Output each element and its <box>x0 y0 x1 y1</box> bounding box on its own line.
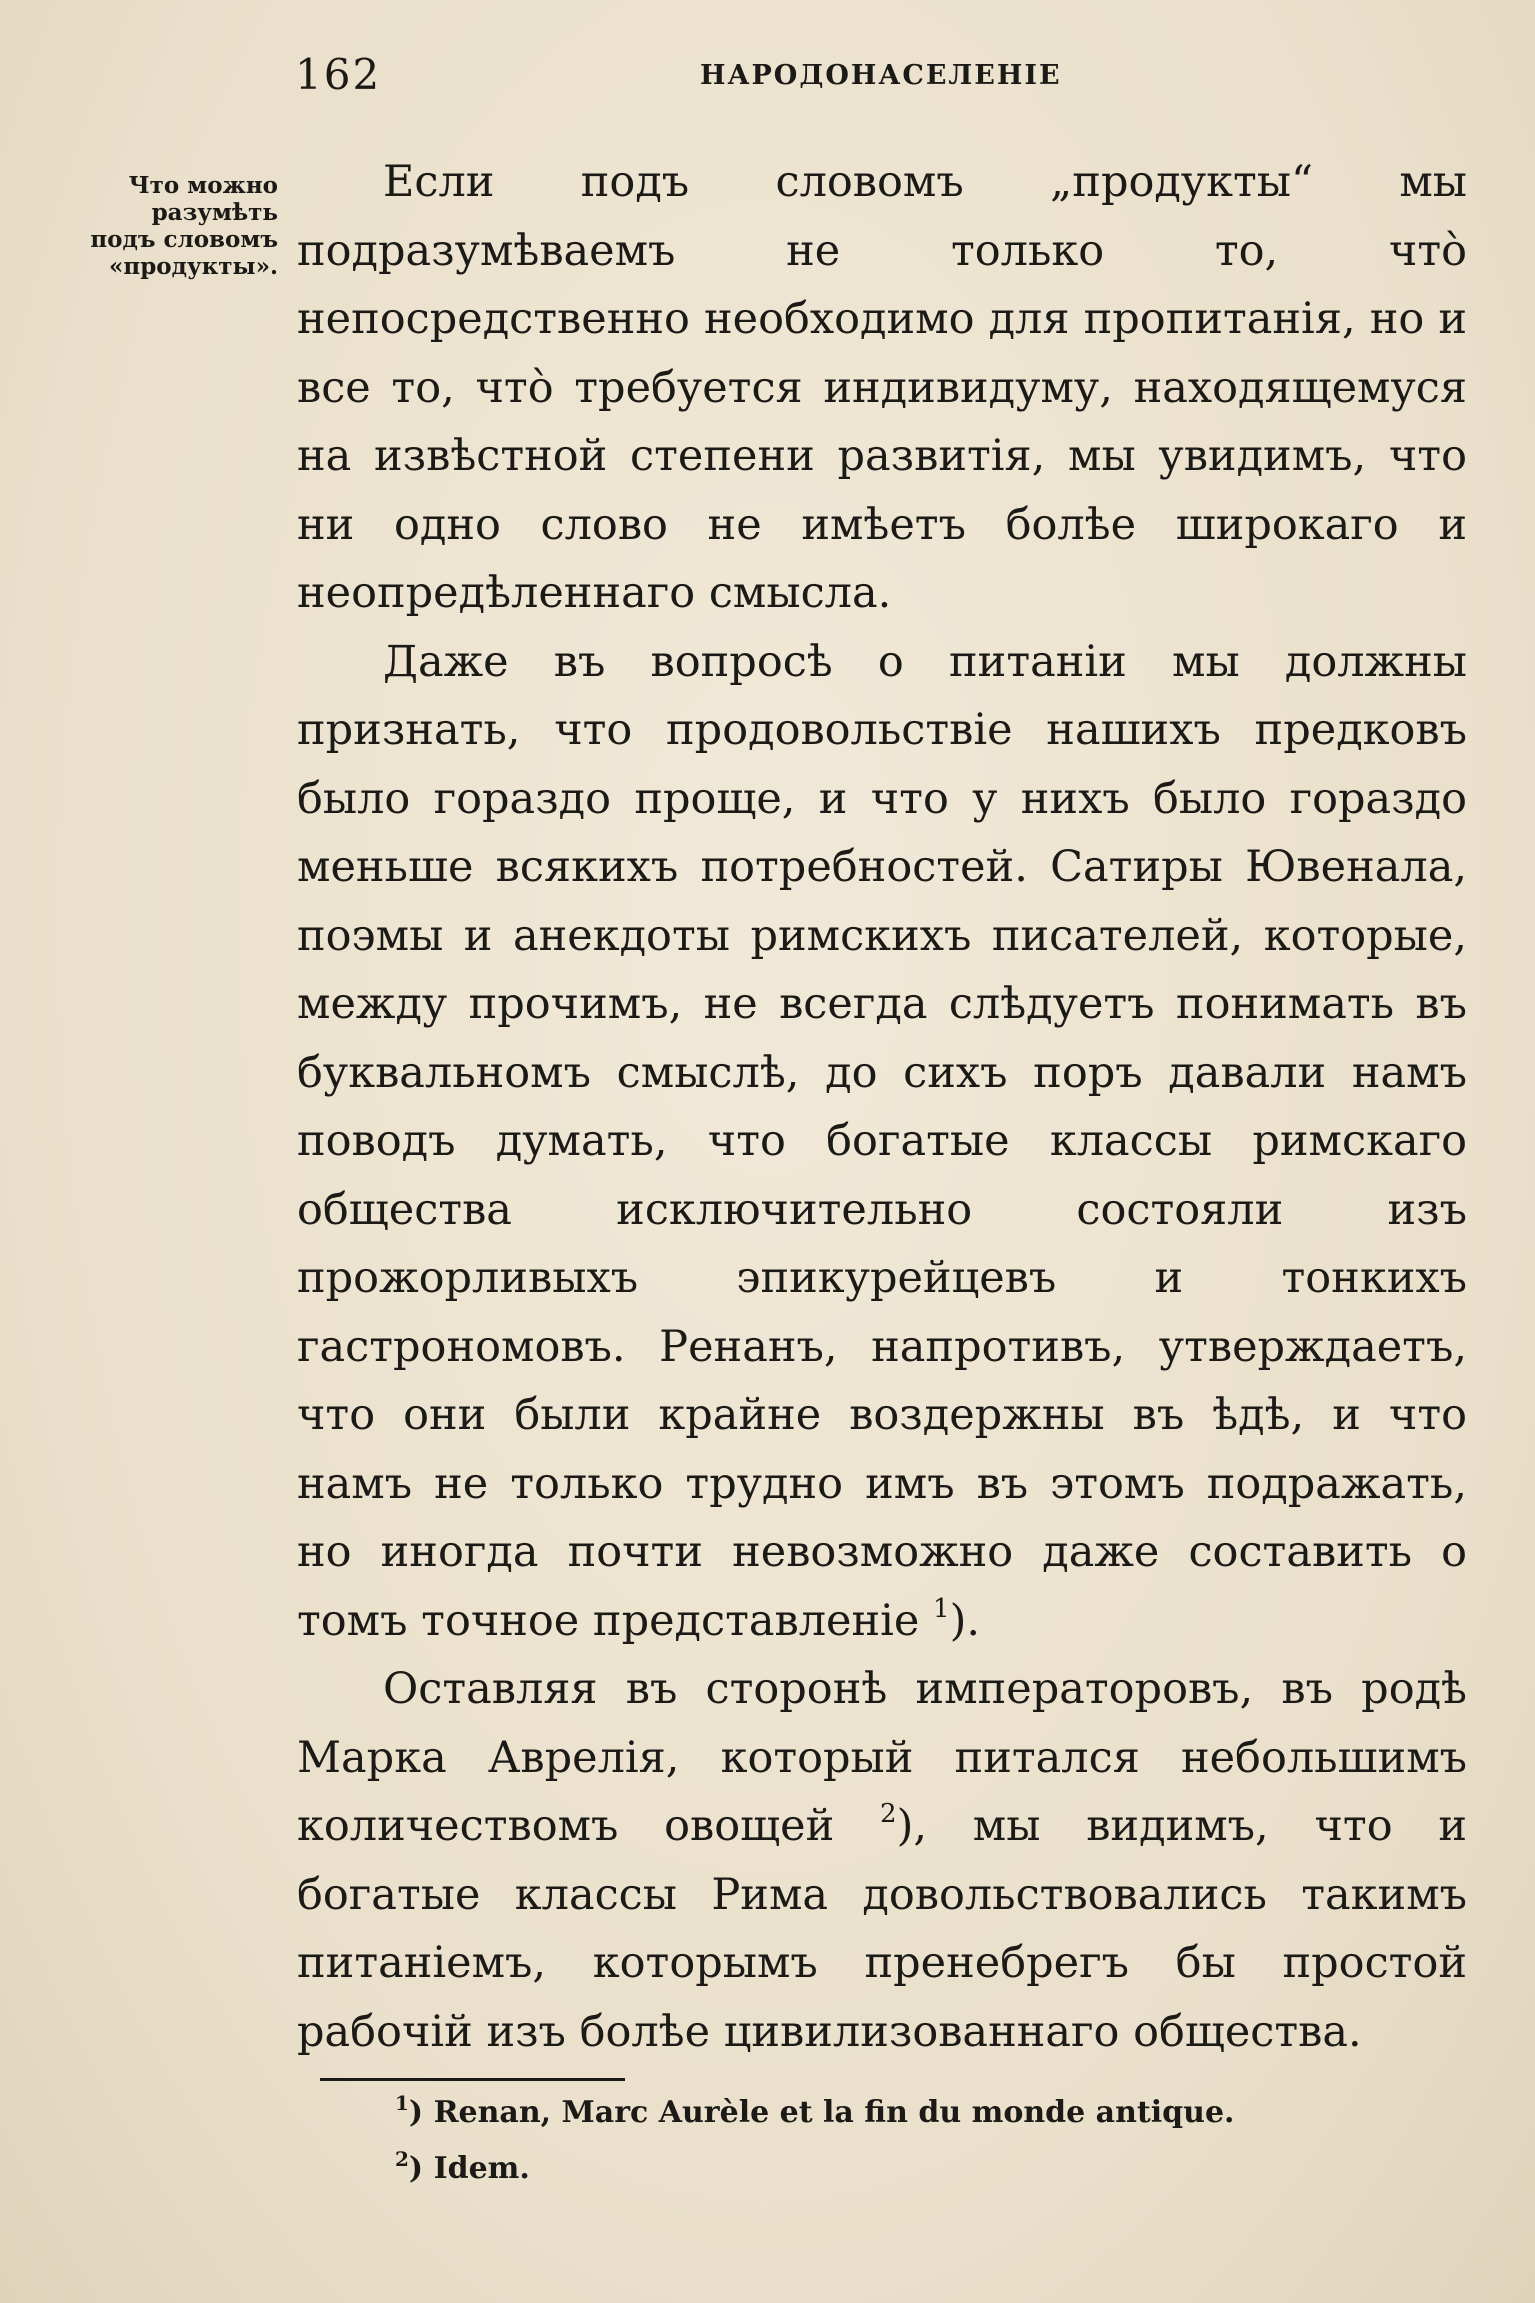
footnote-ref-1: 1 <box>933 1593 950 1624</box>
paragraph-2-text: Даже въ вопросѣ о питаніи мы должны признать, что продовольствіе нашихъ предковъ было гораздо проще, и что у нихъ было гораздо меньше всякихъ потребностей. Сатиры Ювенала, поэмы и анекдоты римскихъ писателей, которые, между прочимъ, не всегда слѣдуетъ понимать въ буквальномъ смыслѣ, до сихъ поръ давали намъ поводъ думать, что богатые классы римскаго общества исключительно состояли изъ прожорливыхъ эпикурейцевъ и тонкихъ гастрономовъ. Ренанъ, напротивъ, утверждаетъ, что они были крайне воздержны въ ѣдѣ, и что намъ не только трудно имъ въ этомъ подражать, но иногда почти невозможно даже составить о томъ точное представленіе <box>297 636 1467 1646</box>
margin-note-line: «продукты». <box>109 253 278 280</box>
running-title: НАРОДОНАСЕЛЕНІЕ <box>700 60 1062 91</box>
footnote-close: ) <box>408 2095 424 2130</box>
footnote-divider <box>320 2078 625 2081</box>
margin-note <box>30 172 278 280</box>
footnote-2 <box>395 2141 1395 2197</box>
paragraph-3-end: ), мы видимъ, что и богатые классы Рима довольствовались такимъ питаніемъ, которымъ пренебрегъ бы простой рабочій изъ болѣе цивилизованнаго общества. <box>297 1801 1468 2057</box>
body-text <box>297 148 1467 2066</box>
page-number: 162 <box>295 50 382 99</box>
paragraph-2-end: ). <box>949 1595 981 1646</box>
footnote-close: ) <box>408 2151 424 2186</box>
paragraph-3 <box>297 1655 1467 2066</box>
paragraph-3-text: Оставляя въ сторонѣ императоровъ, въ родѣ Марка Аврелія, который питался небольшимъ количествомъ овощей <box>297 1664 1467 1851</box>
footnote-mark: 1 <box>395 2091 409 2115</box>
margin-note-line: разумѣть <box>151 199 278 226</box>
paragraph-2 <box>297 628 1467 1656</box>
paragraph-1: Если подъ словомъ „продукты“ мы подразумѣваемъ не только то, что̀ непосредственно необходимо для пропитанія, но и все то, что̀ требуется индивидуму, находящемуся на извѣстной степени развитія, мы увидимъ, что ни одно слово не имѣетъ болѣе широкаго и неопредѣленнаго смысла. <box>297 157 1467 618</box>
footnote-text: Renan, Marc Aurèle et la fin du monde antique. <box>433 2095 1235 2130</box>
footnotes <box>395 2085 1395 2197</box>
margin-note-line: Что можно <box>128 172 278 199</box>
footnote-text: Idem. <box>433 2151 530 2186</box>
footnote-ref-2: 2 <box>880 1799 897 1829</box>
margin-note-line: подъ словомъ <box>90 226 278 253</box>
footnote-1 <box>395 2085 1395 2141</box>
footnote-mark: 2 <box>395 2147 409 2171</box>
page-header <box>0 50 1535 100</box>
